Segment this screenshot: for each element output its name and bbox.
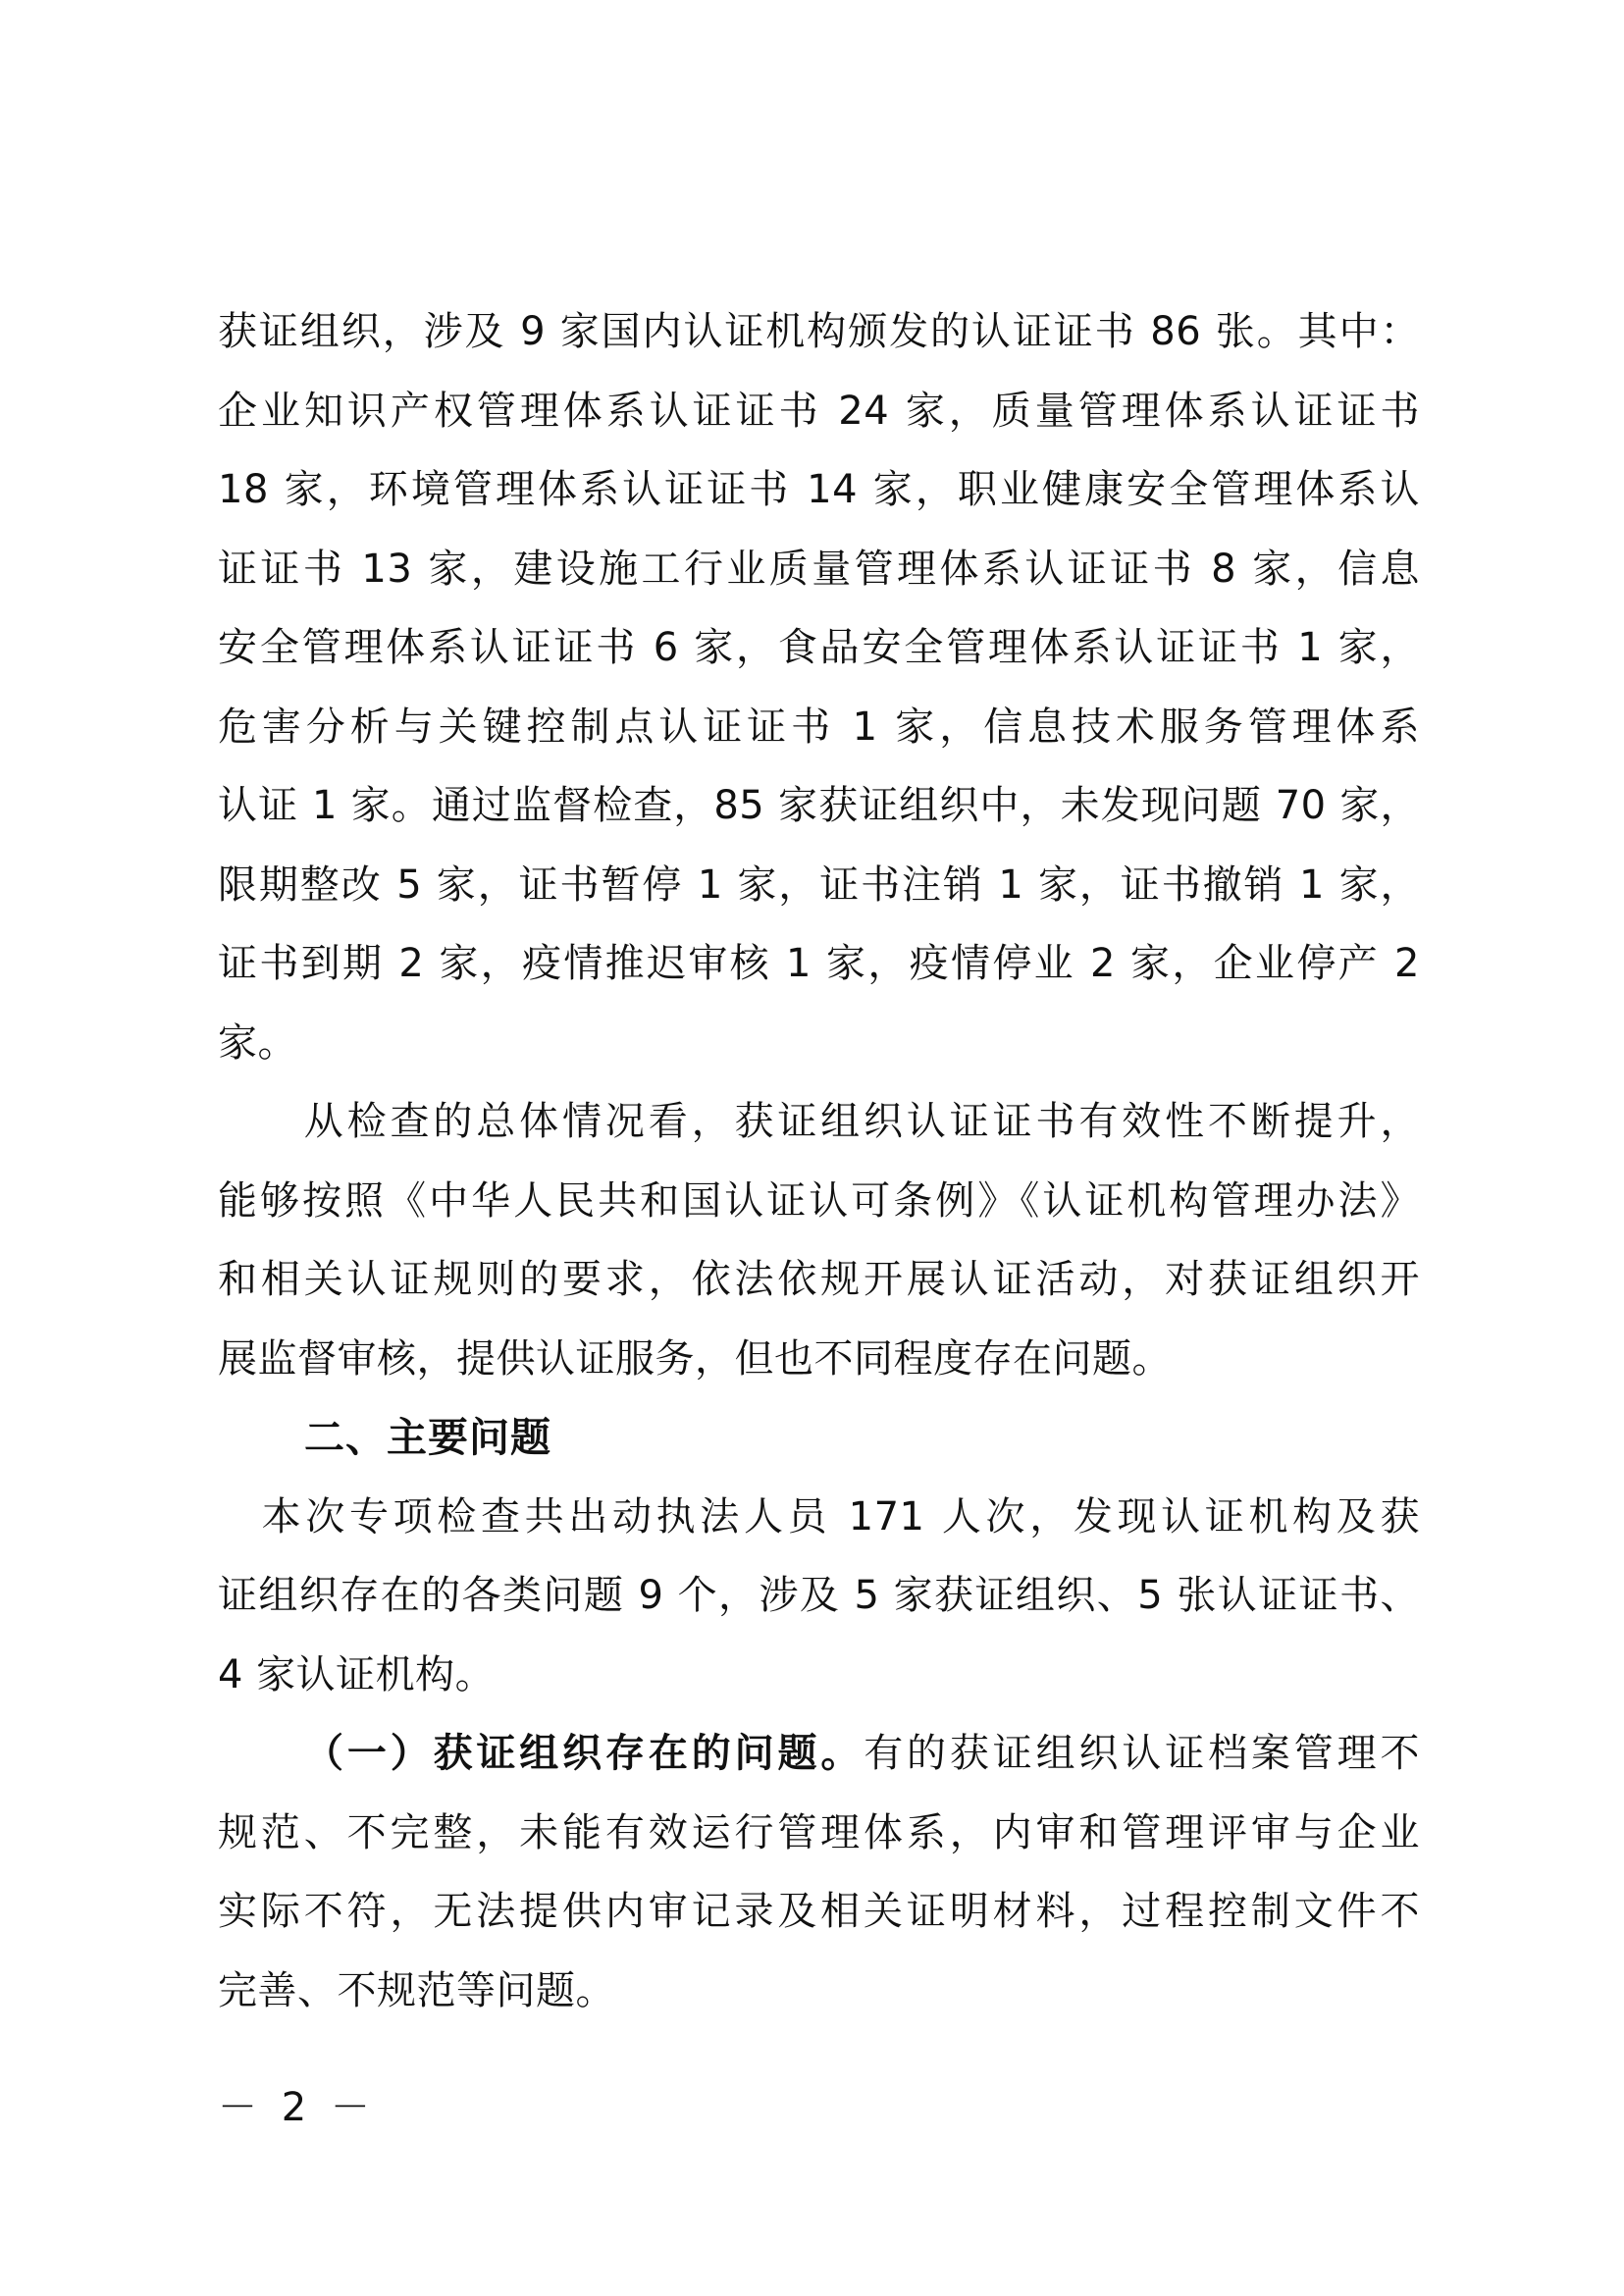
document-body [218, 292, 1420, 2030]
subsection-lead: （一）获证组织存在的问题。 [304, 1731, 864, 1776]
paragraph-1-line-4: 证证书 13 家，建设施工行业质量管理体系认证证书 8 家，信息 [218, 546, 1420, 592]
section-heading-main-issues: 二、主要问题 [304, 1414, 551, 1461]
paragraph-1-line-6: 危害分析与关键控制点认证证书 1 家，信息技术服务管理体系 [218, 704, 1420, 750]
paragraph-1-line-5: 安全管理体系认证证书 6 家，食品安全管理体系认证证书 1 家， [218, 625, 1420, 670]
paragraph-4-line-4: 完善、不规范等问题。 [218, 1967, 615, 2013]
paragraph-2-line-1: 从检查的总体情况看，获证组织认证证书有效性不断提升， [218, 1099, 1420, 1144]
paragraph-1-line-2: 企业知识产权管理体系认证证书 24 家，质量管理体系认证证书 [218, 388, 1420, 434]
paragraph-3-line-2: 证组织存在的各类问题 9 个，涉及 5 家获证组织、5 张认证证书、 [218, 1573, 1420, 1618]
paragraph-2-line-4: 展监督审核，提供认证服务，但也不同程度存在问题。 [218, 1335, 1172, 1382]
paragraph-4-line-3: 实际不符，无法提供内审记录及相关证明材料，过程控制文件不 [218, 1889, 1420, 1934]
paragraph-3-line-1: 本次专项检查共出动执法人员 171 人次，发现认证机构及获 [218, 1493, 1420, 1539]
paragraph-2-line-2: 能够按照《中华人民共和国认证认可条例》《认证机构管理办法》 [218, 1177, 1420, 1224]
paragraph-1-line-1: 获证组织，涉及 9 家国内认证机构颁发的认证证书 86 张。其中： [218, 309, 1420, 354]
paragraph-1-line-8: 限期整改 5 家，证书暂停 1 家，证书注销 1 家，证书撤销 1 家， [218, 861, 1420, 908]
paragraph-1-line-7: 认证 1 家。通过监督检查，85 家获证组织中，未发现问题 70 家， [218, 783, 1420, 828]
page-number: － 2 － [218, 2085, 376, 2130]
paragraph-2-line-3: 和相关认证规则的要求，依法依规开展认证活动，对获证组织开 [218, 1257, 1420, 1302]
paragraph-4-line-1-rest: 有的获证组织认证档案管理不 [864, 1731, 1421, 1776]
paragraph-4-line-2: 规范、不完整，未能有效运行管理体系，内审和管理评审与企业 [218, 1809, 1420, 1855]
paragraph-1-line-10: 家。 [218, 1019, 297, 1066]
paragraph-4-line-1 [218, 1714, 1420, 1794]
paragraph-3-line-3: 4 家认证机构。 [218, 1651, 496, 1697]
paragraph-1-line-3: 18 家，环境管理体系认证证书 14 家，职业健康安全管理体系认 [218, 467, 1420, 512]
paragraph-1-line-9: 证书到期 2 家，疫情推迟审核 1 家，疫情停业 2 家，企业停产 2 [218, 941, 1420, 986]
